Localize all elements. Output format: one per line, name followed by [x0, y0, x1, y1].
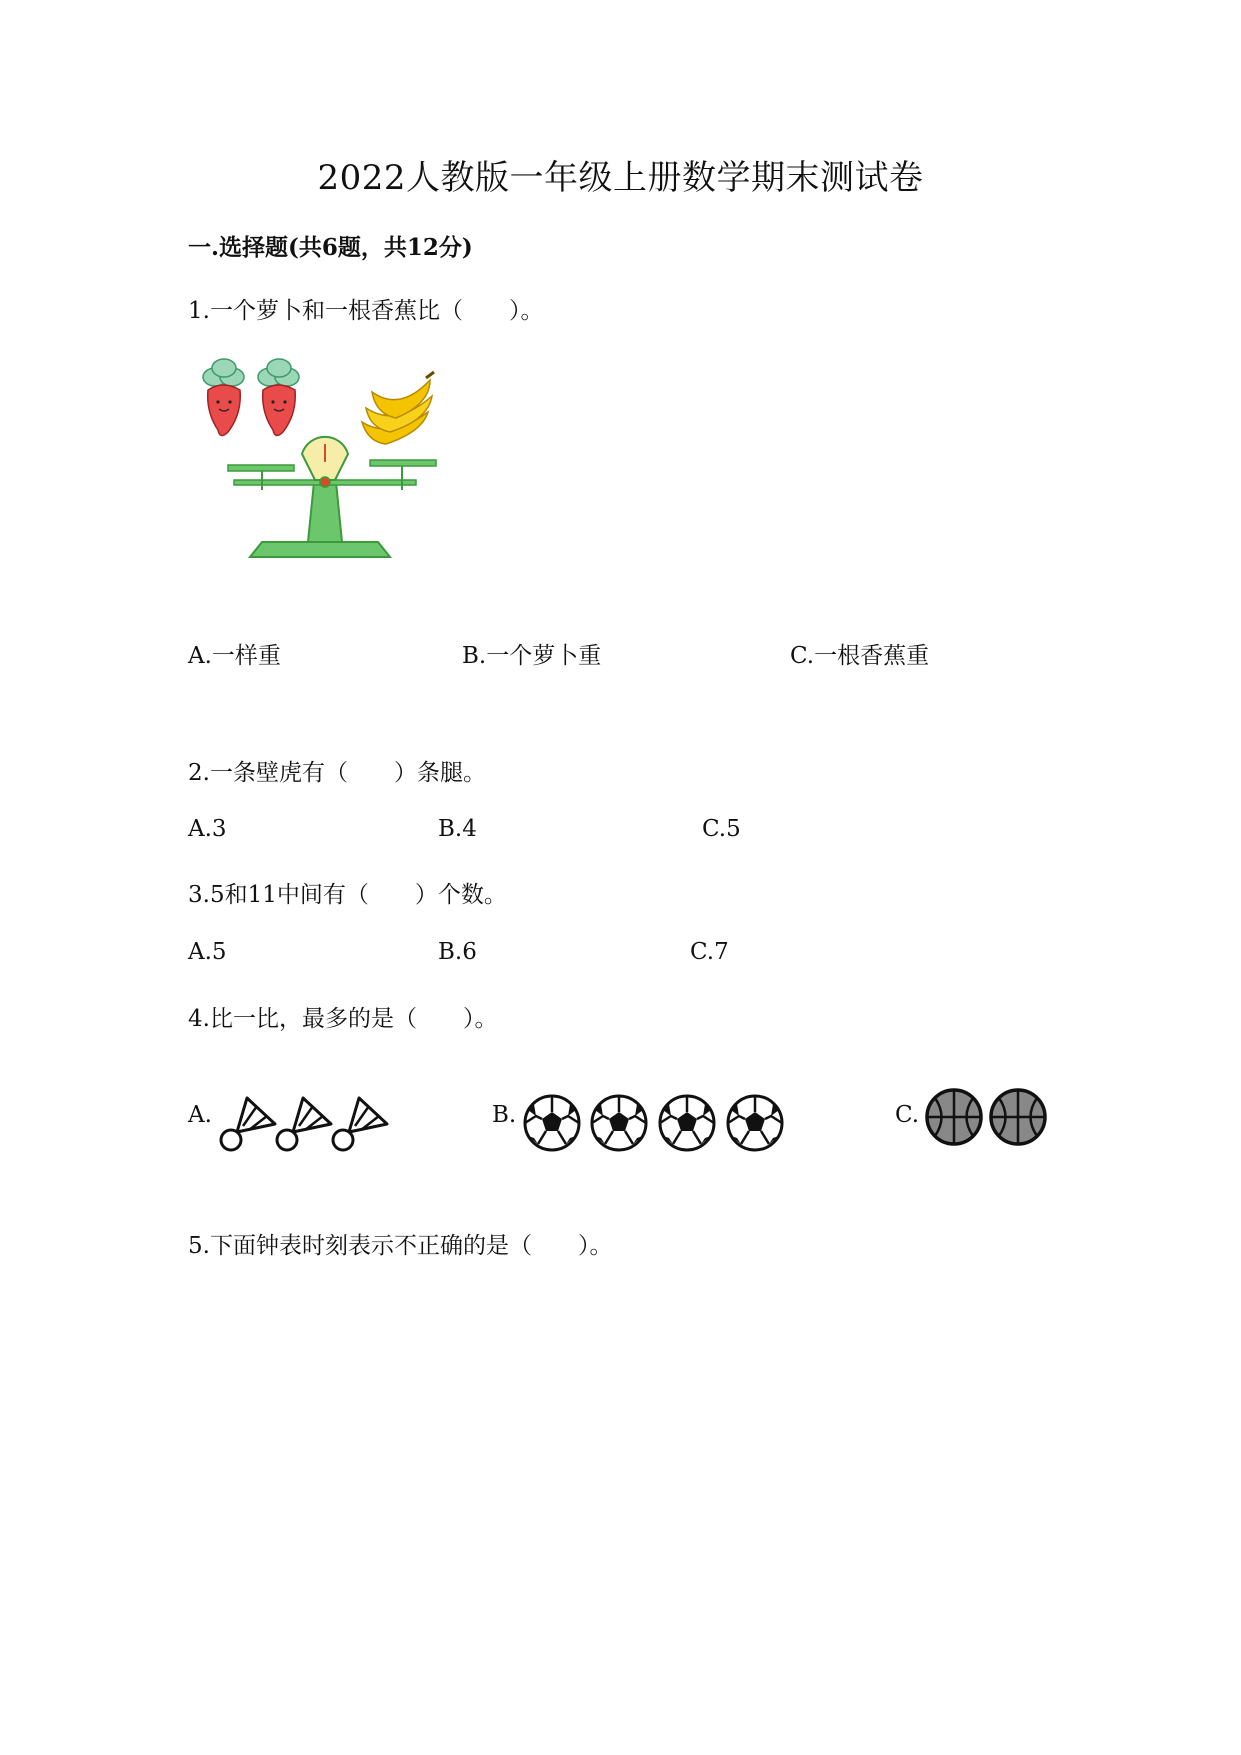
- question-1-stem: 1.一个萝卜和一根香蕉比（ ）。: [188, 298, 544, 324]
- soccer-ball-icon: [525, 1096, 579, 1150]
- question-4-option-a[interactable]: A.: [188, 1102, 212, 1128]
- section-heading: 一.选择题(共6题，共12分): [188, 234, 473, 261]
- soccer-ball-icon: [592, 1096, 646, 1150]
- question-2-option-c[interactable]: C.5: [702, 816, 741, 842]
- radish-icon: [258, 359, 299, 436]
- right-pan: [370, 460, 436, 466]
- basketball-icon: [927, 1090, 981, 1144]
- question-4-option-b[interactable]: B.: [492, 1102, 517, 1128]
- basketball-icon: [991, 1090, 1045, 1144]
- banana-bunch-icon: [362, 372, 434, 444]
- question-3-option-b[interactable]: B.6: [438, 939, 477, 965]
- question-1-option-b[interactable]: B.一个萝卜重: [462, 643, 602, 669]
- question-4-option-c[interactable]: C.: [895, 1102, 920, 1128]
- question-3-stem: 3.5和11中间有（ ）个数。: [188, 882, 507, 908]
- question-3-option-c[interactable]: C.7: [690, 939, 729, 965]
- left-pan: [228, 465, 294, 471]
- balance-scale-illustration: [190, 382, 460, 562]
- question-1-option-c[interactable]: C.一根香蕉重: [790, 643, 930, 669]
- basketball-group: [924, 1087, 1054, 1149]
- soccer-ball-icon: [728, 1096, 782, 1150]
- shuttlecock-icon: [277, 1098, 331, 1150]
- shuttlecock-icon: [333, 1098, 387, 1150]
- question-2-option-b[interactable]: B.4: [438, 816, 477, 842]
- question-2-stem: 2.一条壁虎有（ ）条腿。: [188, 760, 486, 786]
- question-2-option-a[interactable]: A.3: [188, 816, 227, 842]
- soccer-ball-icon: [660, 1096, 714, 1150]
- shuttlecock-group: [215, 1090, 395, 1155]
- question-4-stem: 4.比一比，最多的是（ ）。: [188, 1006, 498, 1032]
- question-5-stem: 5.下面钟表时刻表示不正确的是（ ）。: [188, 1233, 613, 1259]
- question-1-option-a[interactable]: A.一样重: [188, 643, 281, 669]
- shuttlecock-icon: [221, 1098, 275, 1150]
- question-3-option-a[interactable]: A.5: [188, 939, 227, 965]
- scale-base: [250, 542, 390, 557]
- soccer-ball-group: [522, 1092, 792, 1154]
- radish-icon: [203, 359, 244, 436]
- page-title: 2022人教版一年级上册数学期末测试卷: [317, 158, 924, 198]
